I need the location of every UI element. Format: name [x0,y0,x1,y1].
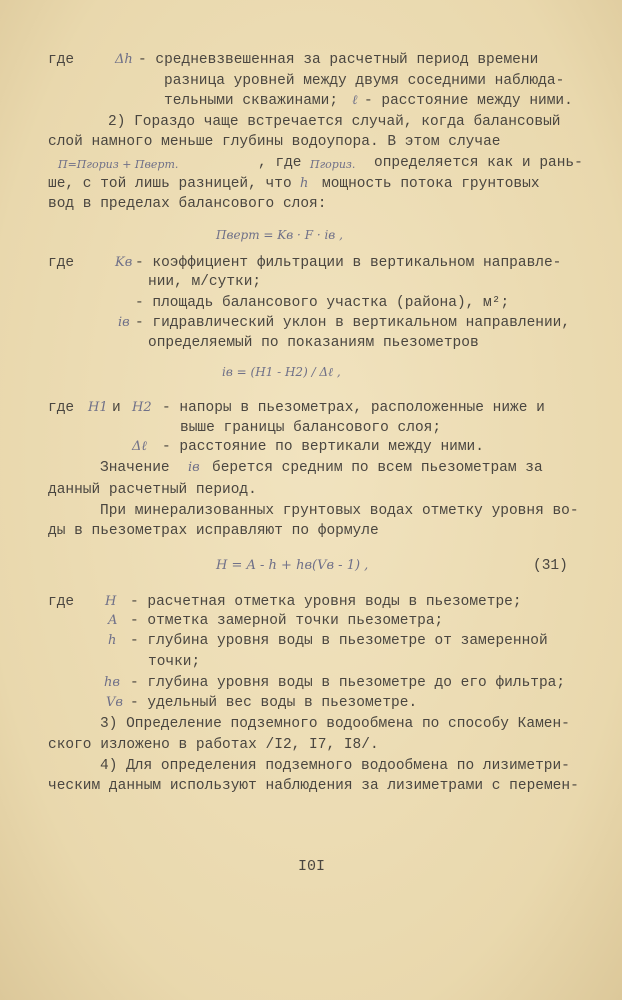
text-line: - площадь балансового участка (района), м²; [135,295,510,311]
text-line: где [48,400,75,416]
formula-symbol: ℓ [352,93,358,108]
formula-symbol: H2 [132,400,152,415]
text-line: 4) Для определения подземного водообмена по лизиметри- [100,758,570,774]
text-line: - гидравлический уклон в вертикальном направлении, [135,315,571,331]
text-line: ше, с той лишь разницей, что [48,176,292,192]
formula: H = A - h + hв(Vв - 1) , [216,558,369,573]
formula: П=Пгориз + Пверт. [58,158,179,171]
text-line: При минерализованных грунтовых водах отметку уровня во- [100,503,579,519]
text-line: нии, м/сутки; [148,274,262,290]
text-line: - средневзвешенная за расчетный период времени [138,52,539,68]
text-line: ды в пьезометрах исправляют по формуле [48,523,379,539]
text-line: ского изложено в работах /I2, I7, I8/. [48,737,379,753]
text-line: - глубина уровня воды в пьезометре до его фильтра; [130,675,566,691]
text-line: - напоры в пьезометрах, расположенные ниже и [162,400,545,416]
formula-symbol: Kв [115,255,133,270]
formula-symbol: A [108,613,118,628]
formula-symbol: H1 [88,400,108,415]
text-line: - удельный вес воды в пьезометре. [130,695,418,711]
text-line: выше границы балансового слоя; [180,420,442,436]
text-line: 3) Определение подземного водообмена по способу Камен- [100,716,570,732]
text-line: мощность потока грунтовых [322,176,540,192]
text-line: точки; [148,654,201,670]
text-line: - глубина уровня воды в пьезометре от замеренной [130,633,548,649]
formula-symbol: hв [104,675,120,690]
text-line: данный расчетный период. [48,482,257,498]
text-line: - расчетная отметка уровня воды в пьезометре; [130,594,522,610]
formula-symbol: iв [118,315,130,330]
text-line: где [48,255,75,271]
formula-symbol: Δℓ [132,439,147,454]
text-line: тельными скважинами; [164,93,339,109]
formula-symbol: h [300,176,309,191]
text-line: слой намного меньше глубины водоупора. В этом случае [48,134,501,150]
formula-symbol: Δh [115,52,133,67]
formula-symbol: Vв [106,695,123,710]
text-line: берется средним по всем пьезометрам за [212,460,543,476]
formula-symbol: H [105,594,117,609]
text-line: ческим данным используют наблюдения за лизиметрами с перемен- [48,778,579,794]
text-line: определяется как и рань- [374,155,583,171]
text-line: Значение [100,460,170,476]
text-line: где [48,594,75,610]
page-number: I0I [298,858,326,875]
text-line: - расстояние между ними. [364,93,573,109]
text-line: разница уровней между двумя соседними наблюда- [164,73,565,89]
text-line: - коэффициент фильтрации в вертикальном направле- [135,255,562,271]
text-line: 2) Гораздо чаще встречается случай, когда балансовый [108,114,561,130]
text-line: где [48,52,75,68]
formula: iв = (H1 - H2) / Δℓ , [222,365,341,379]
text-line: определяемый по показаниям пьезометров [148,335,479,351]
text-line: - расстояние по вертикали между ними. [162,439,484,455]
formula-symbol: Пгориз. [310,158,356,171]
text-line: - отметка замерной точки пьезометра; [130,613,444,629]
formula: Пверт = Kв · F · iв , [216,228,343,242]
text-line: , где [258,155,302,171]
text-line: и [112,400,121,416]
equation-number: (31) [533,558,568,574]
formula-symbol: h [108,633,117,648]
formula-symbol: iв [188,460,200,475]
text-line: вод в пределах балансового слоя: [48,196,327,212]
